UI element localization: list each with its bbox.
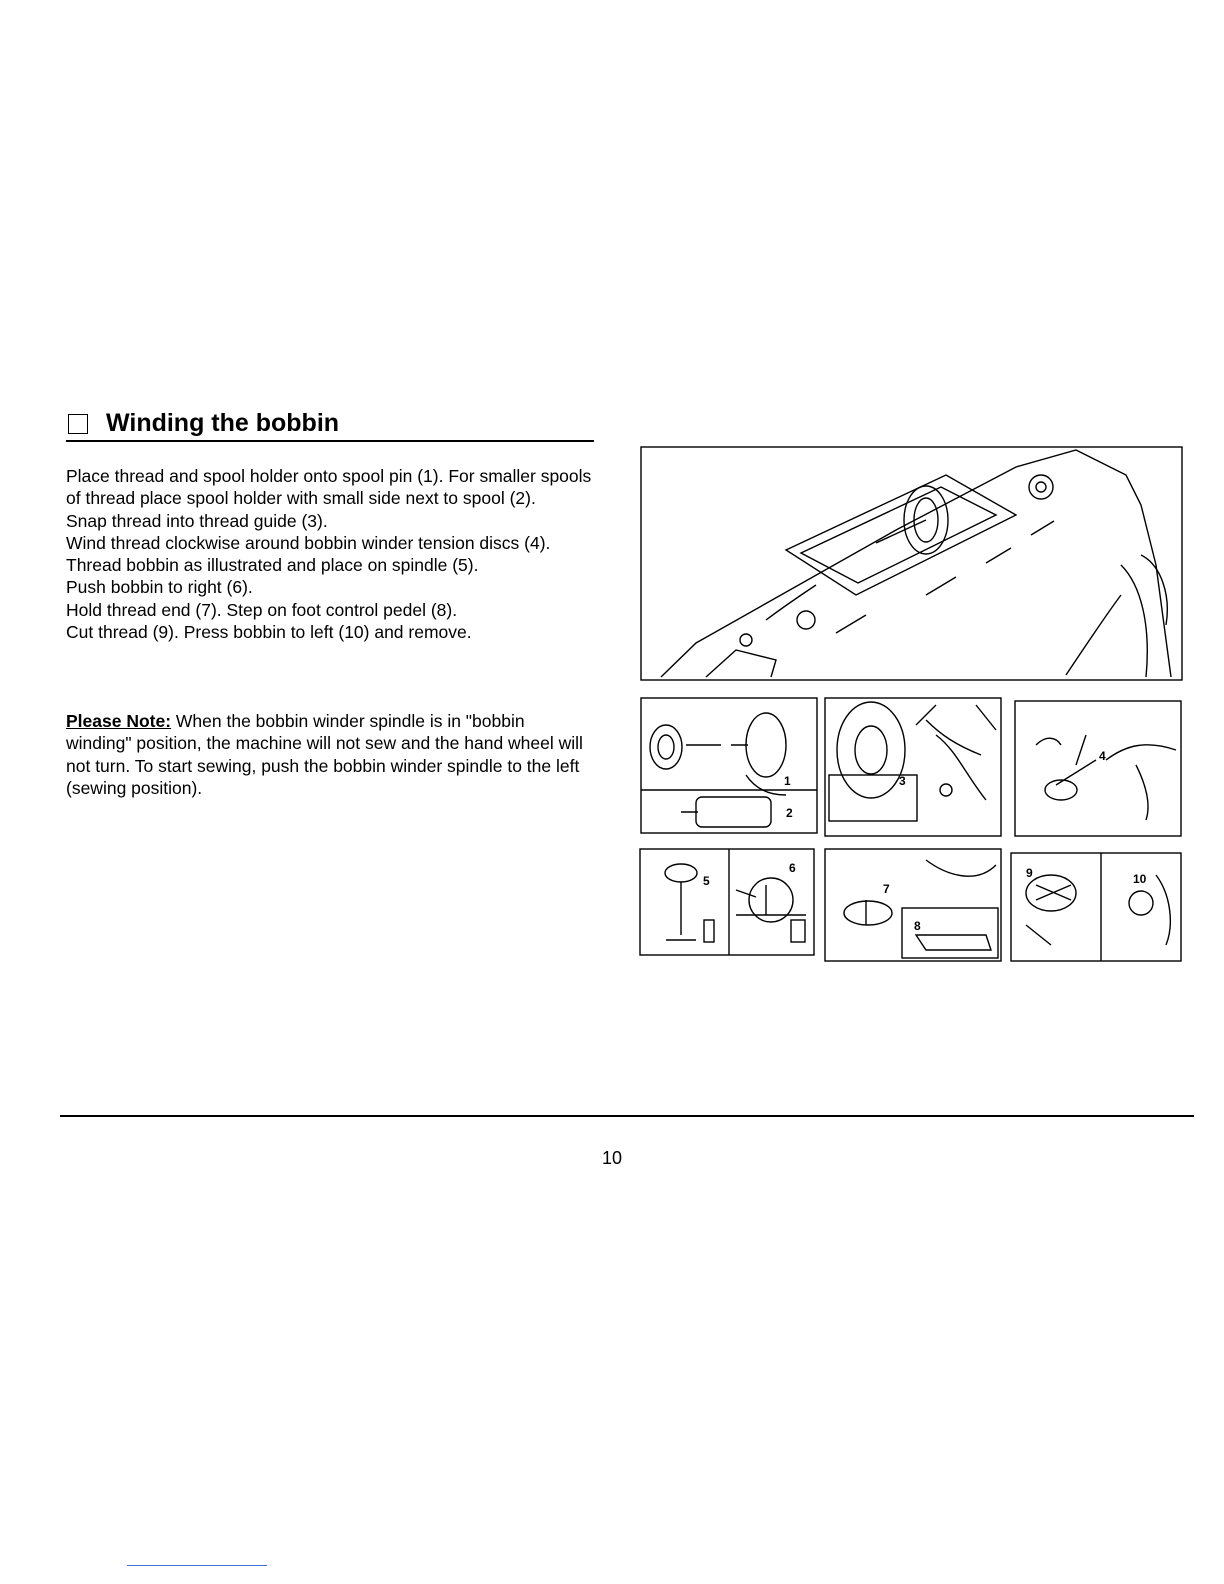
callout-7: 7 — [883, 882, 890, 896]
section-heading — [66, 408, 594, 442]
callout-4: 4 — [1099, 749, 1106, 763]
note-text: When the bobbin winder spindle is in "bobbin winding" position, the machine will not sew and the hand wheel will not turn. To start sewing, push the bobbin winder spindle to the left (sewing position). — [66, 711, 583, 798]
callout-2: 2 — [786, 806, 793, 820]
instruction-step: Wind thread clockwise around bobbin winder tension discs (4). — [66, 532, 551, 553]
callout-9: 9 — [1026, 866, 1033, 880]
section-title: Winding the bobbin — [106, 409, 340, 437]
instruction-step: Cut thread (9). Press bobbin to left (10) and remove. — [66, 622, 472, 643]
footer-rule — [60, 1115, 1194, 1117]
callout-8: 8 — [914, 919, 921, 933]
callout-3: 3 — [899, 774, 906, 788]
callout-10: 10 — [1133, 872, 1147, 886]
footnote-separator — [127, 1565, 267, 1566]
instruction-step: Place thread and spool holder onto spool pin (1). For smaller spools of thread place spool holder with small side next to spool (2). — [66, 466, 592, 509]
callout-1: 1 — [784, 774, 791, 788]
bobbin-winding-illustration — [636, 445, 1186, 965]
instruction-step: Snap thread into thread guide (3). — [66, 510, 328, 531]
instructions — [66, 465, 596, 643]
callout-6: 6 — [789, 861, 796, 875]
heading-underline — [66, 440, 594, 442]
instruction-step: Push bobbin to right (6). — [66, 577, 253, 598]
page-number: 10 — [601, 1148, 623, 1168]
instruction-step: Hold thread end (7). Step on foot control pedel (8). — [66, 599, 458, 620]
please-note — [66, 710, 586, 799]
note-label: Please Note: — [66, 711, 172, 731]
callout-5: 5 — [703, 874, 710, 888]
instruction-step: Thread bobbin as illustrated and place on spindle (5). — [66, 555, 479, 576]
checkbox-square-icon — [68, 414, 88, 434]
